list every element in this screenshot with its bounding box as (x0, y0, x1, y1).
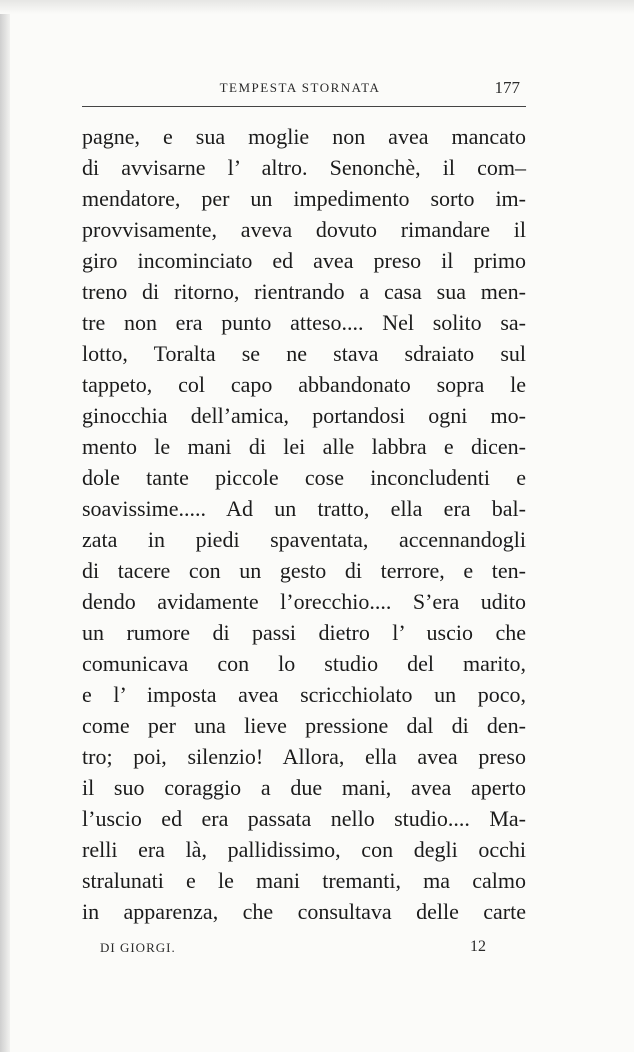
page-number: 177 (494, 78, 520, 97)
text-line: l’uscio ed era passata nello studio.... Ma- (82, 806, 526, 831)
text-line: un rumore di passi dietro l’ uscio che (82, 620, 526, 645)
text-line: stralunati e le mani tremanti, ma calmo (82, 868, 526, 893)
text-line: relli era là, pallidissimo, con degli occhi (82, 837, 526, 862)
sheet-number: 12 (470, 938, 486, 955)
text-line: giro incominciato ed avea preso il primo (82, 248, 526, 273)
text-line: mendatore, per un impedimento sorto im- (82, 186, 526, 211)
text-line: in apparenza, che consultava delle carte (82, 899, 526, 924)
text-line: di tacere con un gesto di terrore, e ten- (82, 558, 526, 583)
text-line: tappeto, col capo abbandonato sopra le (82, 372, 526, 397)
text-line: ginocchia dell’amica, portandosi ogni mo- (82, 403, 526, 428)
text-line: dole tante piccole cose inconcludenti e (82, 465, 526, 490)
text-line: comunicava con lo studio del marito, (82, 651, 526, 676)
text-line: treno di ritorno, rientrando a casa sua men- (82, 279, 526, 304)
text-line: dendo avidamente l’orecchio.... S’era udito (82, 589, 526, 614)
running-title: TEMPESTA STORNATA (219, 80, 381, 95)
page-footer (100, 938, 486, 962)
text-line: tro; poi, silenzio! Allora, ella avea preso (82, 744, 526, 769)
text-line: come per una lieve pressione dal di den- (82, 713, 526, 738)
body-text (82, 121, 526, 927)
printer-signature: DI GIORGI. (100, 940, 176, 955)
text-line: mento le mani di lei alle labbra e dicen- (82, 434, 526, 459)
text-line: e l’ imposta avea scricchiolato un poco, (82, 682, 526, 707)
text-line: di avvisarne l’ altro. Senonchè, il com– (82, 155, 526, 180)
header-rule (82, 106, 526, 107)
text-line: zata in piedi spaventata, accennandogli (82, 527, 526, 552)
running-head (80, 80, 520, 104)
text-line: il suo coraggio a due mani, avea aperto (82, 775, 526, 800)
page-top-edge (0, 0, 634, 14)
text-line: lotto, Toralta se ne stava sdraiato sul (82, 341, 526, 366)
text-line: tre non era punto atteso.... Nel solito sa- (82, 310, 526, 335)
text-line: pagne, e sua moglie non avea mancato (82, 124, 526, 149)
text-line: soavissime..... Ad un tratto, ella era bal- (82, 496, 526, 521)
text-line: provvisamente, aveva dovuto rimandare il (82, 217, 526, 242)
page-binding-edge (0, 0, 10, 1052)
